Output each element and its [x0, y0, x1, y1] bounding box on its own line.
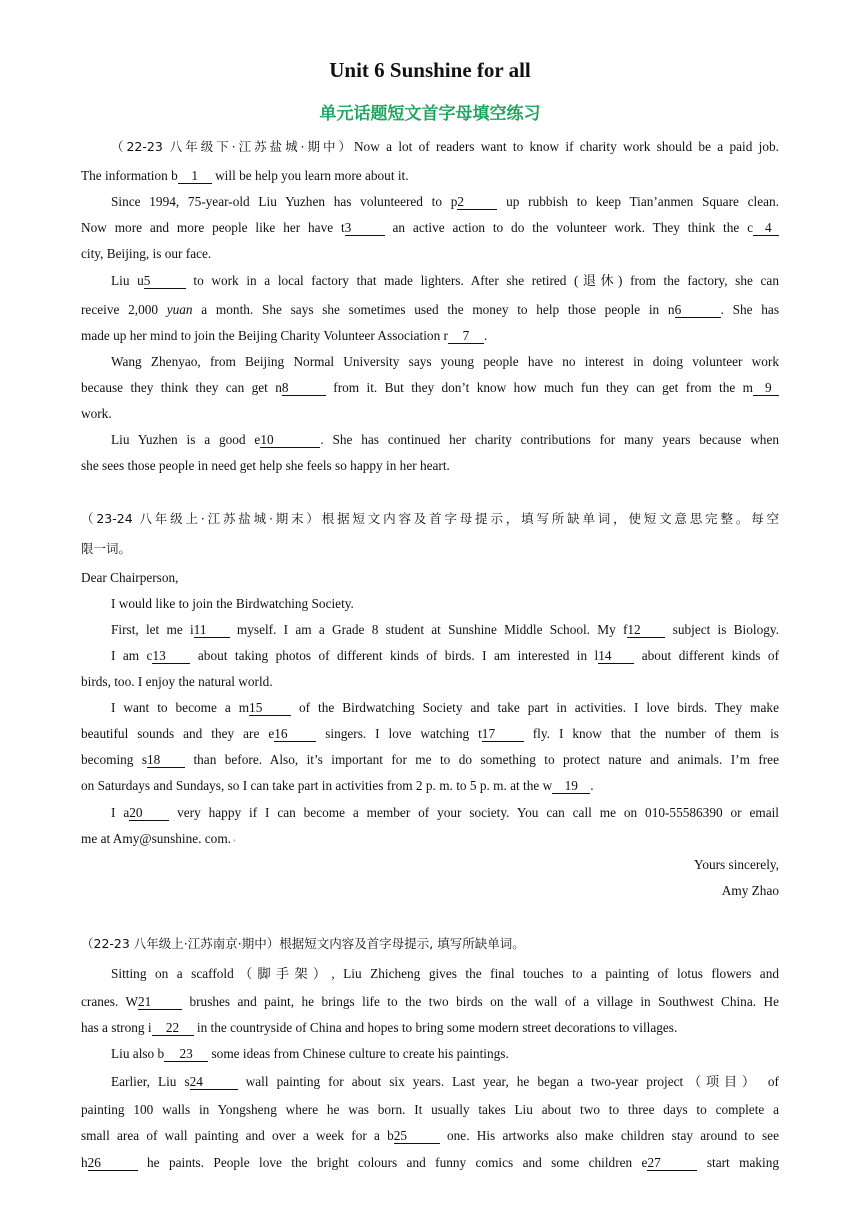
- passage1-line-2: The information b 1 will be help you learn more about it.: [81, 168, 409, 183]
- passage3-line-4: Liu also b 23 some ideas from Chinese culture to create his paintings.: [111, 1046, 509, 1061]
- blank-9[interactable]: 9: [753, 380, 779, 396]
- passage1-line-10: because they think they can get n8 from it. But they don’t know how much fun they can get from the m 9: [81, 379, 779, 397]
- blank-23[interactable]: 23: [164, 1046, 208, 1062]
- passage2-line-1: I would like to join the Birdwatching Society.: [111, 596, 354, 611]
- blank-19[interactable]: 19: [552, 778, 590, 794]
- page-subtitle: 单元话题短文首字母填空练习: [319, 104, 541, 124]
- passage2-line-9: I a20 very happy if I can become a member of your society. You can call me on 010-55586390 or email: [111, 805, 779, 820]
- passage1-line-11: work.: [81, 406, 112, 421]
- passage1-line-8: made up her mind to join the Beijing Charity Volunteer Association r 7 .: [81, 328, 488, 343]
- blank-2[interactable]: 2: [457, 194, 497, 210]
- blank-27[interactable]: 27: [647, 1155, 697, 1171]
- passage2-line-3: I am c13 about taking photos of different kinds of birds. I am interested in l14 about different kinds of: [111, 648, 779, 663]
- passage1-line-13: she sees those people in need get help she feels so happy in her heart.: [81, 458, 450, 473]
- passage3-line-6: painting 100 walls in Yongsheng where he was born. It usually takes Liu about two to three days to complete a: [81, 1102, 779, 1117]
- blank-24[interactable]: 24: [190, 1074, 238, 1090]
- blank-4[interactable]: 4: [753, 220, 779, 236]
- passage3-instruction: （22-23 八年级上·江苏南京·期中）根据短文内容及首字母提示, 填写所缺单词。: [81, 936, 525, 951]
- blank-5[interactable]: 5: [144, 273, 186, 289]
- passage2-line-6: beautiful sounds and they are e16 singers. I love watching t17 fly. I know that the number of them is: [81, 726, 779, 741]
- passage2-instruction-2: 限一词。: [81, 541, 132, 556]
- blank-11[interactable]: 11: [194, 622, 230, 638]
- passage2-line-2: First, let me i11 myself. I am a Grade 8 student at Sunshine Middle School. My f12 subject is Biology.: [111, 622, 779, 637]
- letter-greeting: Dear Chairperson,: [81, 570, 179, 585]
- blank-8[interactable]: 8: [282, 380, 326, 396]
- blank-10[interactable]: 10: [260, 432, 320, 448]
- letter-signature: Amy Zhao: [721, 883, 779, 898]
- page-title: Unit 6 Sunshine for all: [329, 58, 531, 82]
- passage1-line-7: receive 2,000 yuan a month. She says she sometimes used the money to help those people in n6 . She has: [81, 302, 779, 317]
- blank-20[interactable]: 20: [129, 805, 169, 821]
- blank-18[interactable]: 18: [147, 752, 185, 768]
- blank-13[interactable]: 13: [152, 648, 190, 664]
- blank-26[interactable]: 26: [88, 1155, 138, 1171]
- blank-1[interactable]: 1: [178, 168, 212, 184]
- passage1-line-3: Since 1994, 75-year-old Liu Yuzhen has volunteered to p2 up rubbish to keep Tian’anmen Square clean.: [111, 194, 780, 209]
- blank-25[interactable]: 25: [394, 1128, 440, 1144]
- passage2-line-4: birds, too. I enjoy the natural world.: [81, 674, 273, 689]
- passage3-line-3: has a strong i 22 in the countryside of China and hopes to bring some modern street decorations to villages.: [81, 1020, 678, 1035]
- passage1-line-12: Liu Yuzhen is a good e10 . She has continued her charity contributions for many years because when: [111, 432, 779, 447]
- passage1-line-9: Wang Zhenyao, from Beijing Normal University says young people have no interest in doing volunteer work: [111, 354, 779, 369]
- passage1-line-4: Now more and more people like her have t3 an active action to do the volunteer work. They think the c 4: [81, 219, 779, 237]
- blank-17[interactable]: 17: [482, 726, 524, 742]
- passage2-line-7: becoming s18 than before. Also, it’s important for me to do something to protect nature and animals. I’m free: [81, 752, 779, 767]
- passage2-instruction-1: （23-24 八年级上·江苏盐城·期末）根据短文内容及首字母提示，填写所缺单词，使短文意思完整。每空: [81, 511, 779, 526]
- letter-closing: Yours sincerely,: [694, 857, 779, 872]
- passage2-line-8: on Saturdays and Sundays, so I can take part in activities from 2 p. m. to 5 p. m. at the w 19 .: [81, 778, 594, 793]
- passage3-line-1: Sitting on a scaffold（脚手架）, Liu Zhicheng gives the final touches to a painting of lotus flowers and: [111, 966, 779, 981]
- passage3-line-5: Earlier, Liu s24 wall painting for about six years. Last year, he began a two-year project（项目） of: [111, 1074, 779, 1089]
- blank-3[interactable]: 3: [345, 220, 385, 236]
- passage2-line-10: me at Amy@sunshine. com. ▪: [81, 831, 236, 846]
- passage1-line-1: （22-23 八年级下·江苏盐城·期中）Now a lot of readers want to know if charity work should be a paid job.: [111, 139, 779, 154]
- passage1-line-6: Liu u5 to work in a local factory that made lighters. After she retired (退休) from the factory, she can: [111, 273, 779, 288]
- passage3-line-2: cranes. W21 brushes and paint, he brings life to the two birds on the wall of a village in Southwest China. He: [81, 994, 779, 1009]
- blank-22[interactable]: 22: [152, 1020, 194, 1036]
- passage1-source: （22-23 八年级下·江苏盐城·期中）: [111, 139, 354, 154]
- passage1-line-5: city, Beijing, is our face.: [81, 246, 212, 261]
- blank-21[interactable]: 21: [138, 994, 182, 1010]
- blank-15[interactable]: 15: [249, 700, 291, 716]
- passage2-line-5: I want to become a m15 of the Birdwatching Society and take part in activities. I love birds. They make: [111, 700, 779, 715]
- blank-6[interactable]: 6: [675, 302, 721, 318]
- blank-12[interactable]: 12: [627, 622, 665, 638]
- passage3-line-7: small area of wall painting and over a week for a b25 one. His artworks also make children stay around to see: [81, 1128, 779, 1143]
- blank-14[interactable]: 14: [598, 648, 634, 664]
- blank-7[interactable]: 7: [448, 328, 484, 344]
- passage3-line-8: h26 he paints. People love the bright colours and funny comics and some children e27 start making: [81, 1155, 779, 1170]
- blank-16[interactable]: 16: [274, 726, 316, 742]
